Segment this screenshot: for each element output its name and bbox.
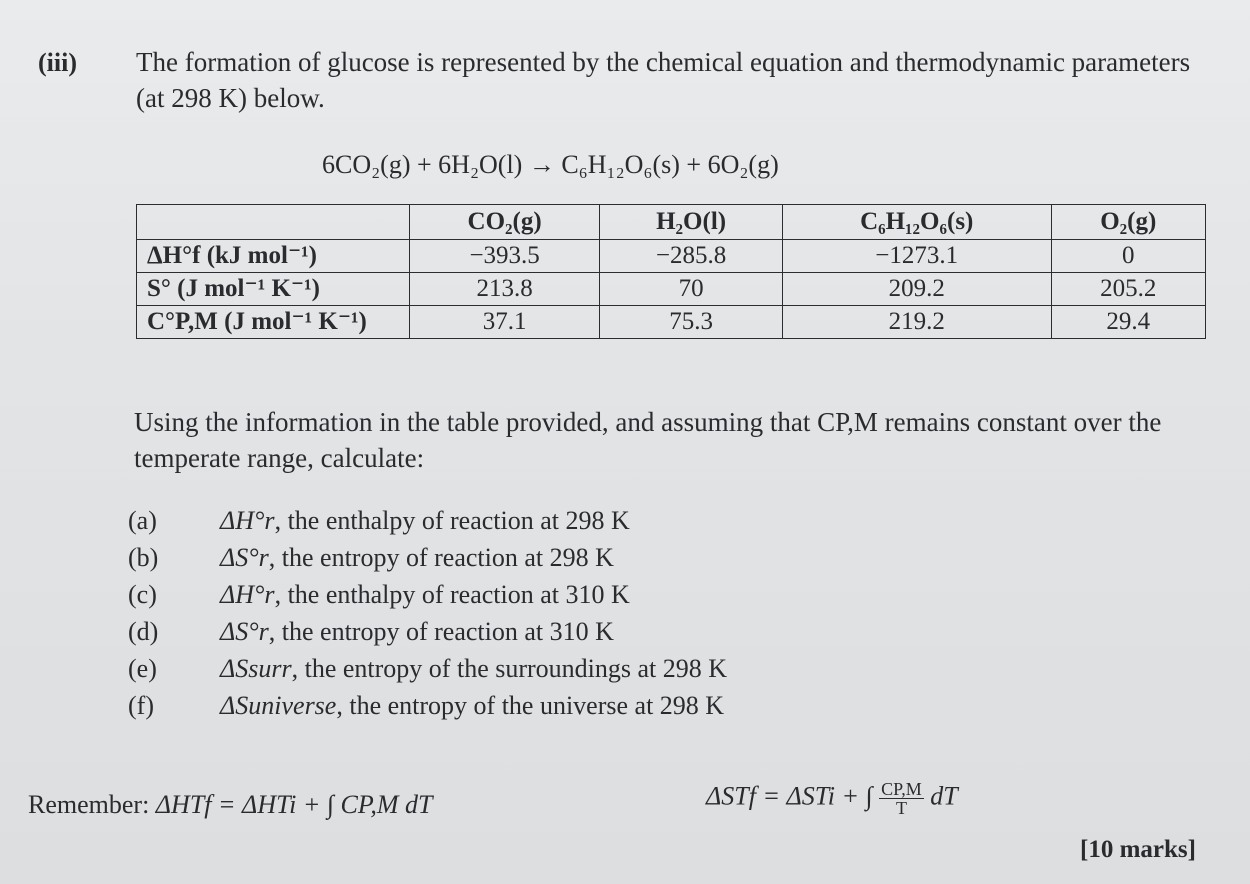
part-symbol: ΔH°r bbox=[220, 505, 275, 535]
table-row bbox=[137, 273, 1206, 306]
fraction-numerator: CP,M bbox=[881, 779, 922, 799]
part-text: , the enthalpy of reaction at 298 K bbox=[274, 505, 630, 535]
table-corner-cell bbox=[137, 205, 410, 240]
table-cell: 213.8 bbox=[410, 273, 600, 306]
question-number: (iii) bbox=[38, 48, 77, 77]
part-text: , the entropy of reaction at 310 K bbox=[268, 616, 614, 646]
column-header: C₆H₁₂O₆(s) bbox=[782, 205, 1051, 240]
table-cell: −1273.1 bbox=[782, 240, 1051, 273]
table-cell: 37.1 bbox=[410, 306, 600, 339]
part-label: (f) bbox=[128, 690, 154, 720]
part-symbol: ΔS°r bbox=[220, 616, 269, 646]
thermodynamic-table bbox=[136, 204, 1206, 339]
list-item bbox=[128, 687, 727, 724]
part-label: (c) bbox=[128, 579, 157, 609]
table-cell: 29.4 bbox=[1051, 306, 1206, 339]
question-intro: The formation of glucose is represented by the chemical equation and thermodynamic parameters (at 298 K) below. bbox=[136, 47, 1191, 113]
column-header: O₂(g) bbox=[1051, 205, 1206, 240]
part-symbol: ΔS°r bbox=[220, 542, 269, 572]
instructions: Using the information in the table provided, and assuming that CP,M remains constant over the temperate range, calculate: bbox=[134, 407, 1162, 473]
table-cell: 0 bbox=[1051, 240, 1206, 273]
fraction-denominator: T bbox=[895, 798, 907, 818]
table-row bbox=[137, 240, 1206, 273]
part-label: (d) bbox=[128, 616, 159, 646]
part-symbol: ΔSsurr bbox=[220, 653, 292, 683]
entropy-formula bbox=[706, 780, 958, 817]
row-header: ΔH°f (kJ mol⁻¹) bbox=[137, 240, 410, 273]
table-cell: 75.3 bbox=[600, 306, 783, 339]
column-header: CO₂(g) bbox=[410, 205, 600, 240]
column-header: H₂O(l) bbox=[600, 205, 783, 240]
table-cell: −285.8 bbox=[600, 240, 783, 273]
part-symbol: ΔSuniverse bbox=[220, 690, 337, 720]
list-item bbox=[128, 539, 727, 576]
table-cell: −393.5 bbox=[410, 240, 600, 273]
entropy-formula-tail: dT bbox=[930, 781, 958, 811]
enthalpy-formula: ΔHTf = ΔHTi + ∫ CP,M dT bbox=[155, 790, 433, 819]
part-text: , the entropy of the surroundings at 298 K bbox=[291, 653, 728, 683]
part-label: (b) bbox=[128, 542, 159, 572]
table-row bbox=[137, 306, 1206, 339]
part-text: , the entropy of reaction at 298 K bbox=[268, 542, 614, 572]
row-header: C°P,M (J mol⁻¹ K⁻¹) bbox=[137, 306, 410, 339]
table-cell: 209.2 bbox=[782, 273, 1051, 306]
list-item bbox=[128, 576, 727, 613]
table-cell: 205.2 bbox=[1051, 273, 1206, 306]
list-item bbox=[128, 613, 727, 650]
row-header: S° (J mol⁻¹ K⁻¹) bbox=[137, 273, 410, 306]
part-label: (e) bbox=[128, 653, 157, 683]
parts-list bbox=[128, 502, 727, 724]
part-symbol: ΔH°r bbox=[220, 579, 275, 609]
remember-label: Remember: bbox=[28, 790, 150, 819]
part-text: , the entropy of the universe at 298 K bbox=[336, 690, 725, 720]
part-text: , the enthalpy of reaction at 310 K bbox=[274, 579, 630, 609]
list-item bbox=[128, 650, 727, 687]
table-cell: 219.2 bbox=[782, 306, 1051, 339]
marks-label: [10 marks] bbox=[1080, 836, 1196, 863]
part-label: (a) bbox=[128, 505, 157, 535]
chemical-equation: 6CO₂(g) + 6H₂O(l) → C₆H₁₂O₆(s) + 6O₂(g) bbox=[322, 150, 779, 179]
entropy-formula-lhs: ΔSTf = ΔSTi + ∫ bbox=[706, 781, 873, 811]
table-cell: 70 bbox=[600, 273, 783, 306]
fraction bbox=[879, 780, 924, 817]
remember-note bbox=[28, 790, 433, 820]
table-header-row bbox=[137, 205, 1206, 240]
list-item bbox=[128, 502, 727, 539]
